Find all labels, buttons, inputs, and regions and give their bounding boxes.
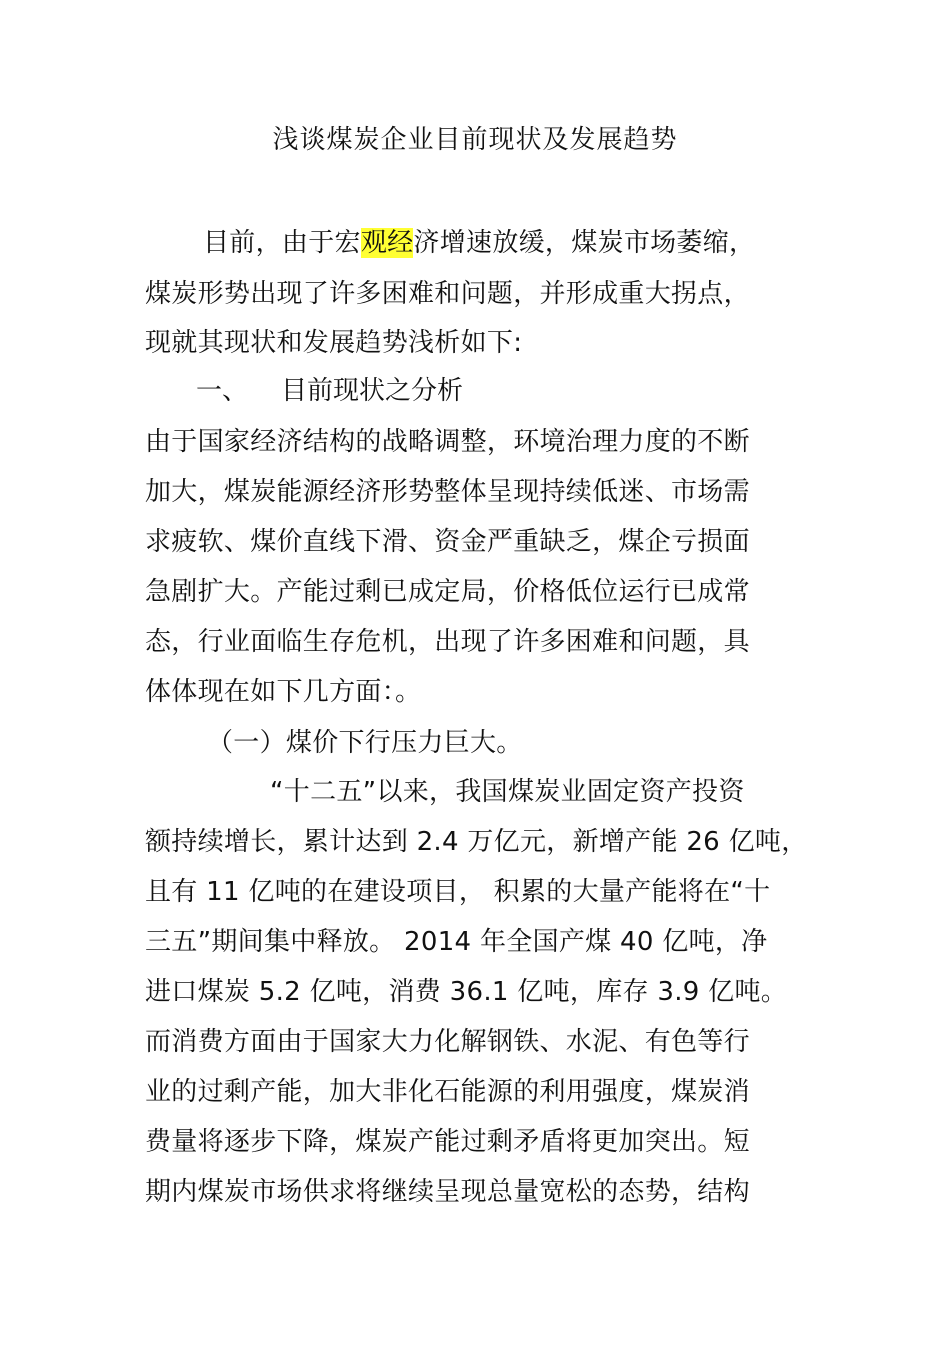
paragraph-line: 而消费方面由于国家大力化解钢铁、水泥、有色等行	[145, 1027, 750, 1057]
paragraph-line: 费量将逐步下降，煤炭产能过剩矛盾将更加突出。短	[145, 1127, 750, 1157]
paragraph-line: 三五”期间集中释放。 2014 年全国产煤 40 亿吨，净	[145, 927, 768, 957]
paragraph-line: 额持续增长，累计达到 2.4 万亿元，新增产能 26 亿吨，	[145, 827, 808, 857]
section-title: 目前现状之分析	[281, 376, 464, 406]
paragraph-line: 业的过剩产能，加大非化石能源的利用强度，煤炭消	[145, 1077, 750, 1107]
body-line: 由于国家经济结构的战略调整，环境治理力度的不断	[145, 427, 750, 457]
section-number: 一、	[196, 376, 249, 406]
paragraph-line: 且有 11 亿吨的在建设项目， 积累的大量产能将在“十	[145, 877, 771, 907]
body-line: 加大，煤炭能源经济形势整体呈现持续低迷、市场需	[145, 477, 750, 507]
highlighted-text: 观经	[360, 228, 414, 258]
body-line: 体体现在如下几方面：。	[145, 677, 422, 707]
intro-line-3: 现就其现状和发展趋势浅析如下:	[145, 328, 523, 358]
intro-line-2: 煤炭形势出现了许多困难和问题，并形成重大拐点，	[145, 279, 750, 309]
paragraph-line: 期内煤炭市场供求将继续呈现总量宽松的态势，结构	[145, 1177, 750, 1207]
body-line: 急剧扩大。产能过剩已成定局，价格低位运行已成常	[145, 577, 750, 607]
subsection-heading: （一）煤价下行压力巨大。	[207, 728, 523, 758]
intro-line-1	[203, 225, 755, 261]
body-line: 态，行业面临生存危机，出现了许多困难和问题，具	[145, 627, 750, 657]
intro-line-1-pre: 目前，由于宏	[203, 228, 361, 258]
intro-line-1-post: 济增速放缓，煤炭市场萎缩，	[413, 228, 756, 258]
body-line: 求疲软、煤价直线下滑、资金严重缺乏，煤企亏损面	[145, 527, 750, 557]
paragraph-line: “十二五”以来，我国煤炭业固定资产投资	[270, 777, 745, 807]
paragraph-line: 进口煤炭 5.2 亿吨，消费 36.1 亿吨，库存 3.9 亿吨。	[145, 977, 788, 1007]
document-title: 浅谈煤炭企业目前现状及发展趋势	[272, 125, 678, 155]
